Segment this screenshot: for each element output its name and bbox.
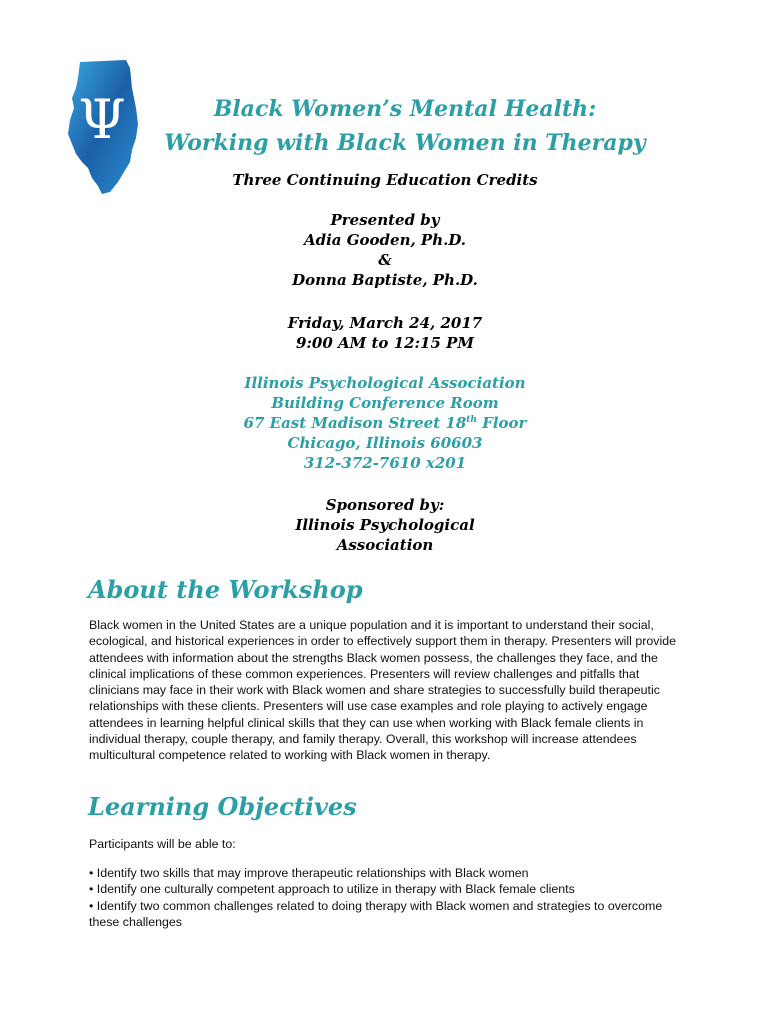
sponsor-line-1: Illinois Psychological — [295, 516, 475, 534]
objectives-list — [89, 865, 689, 930]
venue-floor-suffix: Floor — [476, 414, 527, 432]
presenters-block — [0, 210, 770, 290]
objective-item: • Identify two skills that may improve therapeutic relationships with Black women — [89, 866, 529, 880]
about-heading: About the Workshop — [88, 575, 363, 604]
svg-text:Ψ: Ψ — [78, 88, 126, 151]
objective-item: • Identify one culturally competent approach to utilize in therapy with Black female clients — [89, 882, 575, 897]
credits-text: Three Continuing Education Credits — [232, 171, 538, 189]
schedule-block — [0, 313, 770, 353]
sponsor-line-2: Association — [336, 536, 434, 554]
sponsor-block — [0, 495, 770, 555]
presented-by-label: Presented by — [330, 211, 440, 229]
event-time: 9:00 AM to 12:15 PM — [295, 334, 475, 352]
venue-block — [0, 373, 770, 473]
objectives-intro: Participants will be able to: — [89, 837, 236, 851]
venue-room: Building Conference Room — [271, 394, 499, 412]
about-body: Black women in the United States are a unique population and it is important to understand their social, ecological, and historical experiences in order to effectively support them in therapy. Presenters will provide attendees with information about the strengths Black women possess, the challenges they face, and the clinical implications of these common experiences. Presenters will review challenges and pitfalls that clinicians may face in their work with Black women and share strategies to successfully build therapeutic relationships with these clients. Presenters will use case examples and role playing to actively engage attendees in learning helpful clinical skills that they can use when working with Black female clients in individual therapy, couple therapy, and family therapy. Overall, this workshop will increase attendees multicultural competence related to working with Black women in therapy. — [89, 618, 677, 763]
event-date: Friday, March 24, 2017 — [287, 314, 483, 332]
venue-floor-sup: th — [466, 415, 477, 425]
presenter-name-2: Donna Baptiste, Ph.D. — [292, 271, 478, 289]
sponsor-label: Sponsored by: — [325, 496, 445, 514]
venue-city: Chicago, Illinois 60603 — [287, 434, 483, 452]
page-title — [0, 92, 770, 160]
presenter-name-1: Adia Gooden, Ph.D. — [303, 231, 467, 249]
venue-street-text: 67 East Madison Street 18 — [243, 414, 467, 432]
objectives-heading: Learning Objectives — [88, 792, 357, 821]
title-line-2: Working with Black Women in Therapy — [164, 130, 646, 156]
objective-item: • Identify two common challenges related to doing therapy with Black women and strategies to overcome these challenges — [89, 898, 663, 929]
title-line-1: Black Women’s Mental Health: — [213, 96, 597, 122]
presenter-ampersand: & — [378, 251, 392, 269]
venue-org: Illinois Psychological Association — [244, 374, 526, 392]
venue-phone: 312-372-7610 x201 — [303, 454, 467, 472]
venue-street — [0, 413, 770, 433]
